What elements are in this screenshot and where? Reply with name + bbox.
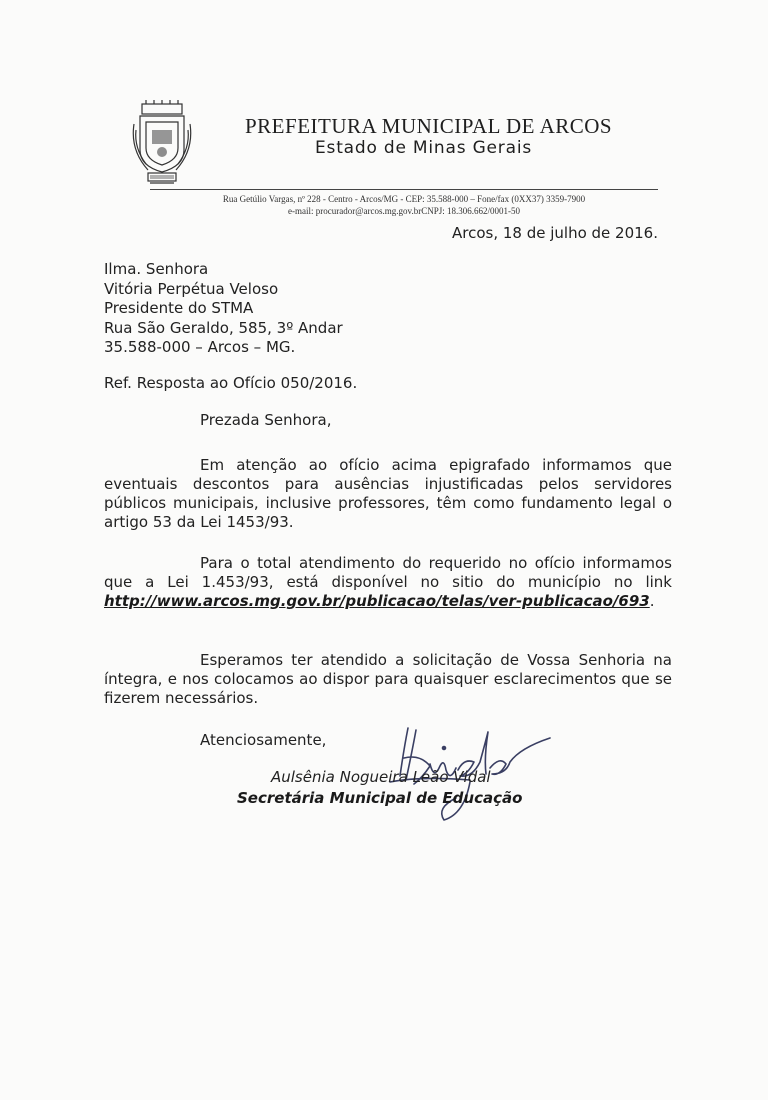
signer-name: Aulsênia Nogueira Leão Vidal	[271, 768, 491, 786]
body-paragraph-3: Esperamos ter atendido a solicitação de Vossa Senhoria na íntegra, e nos colocamos ao dispor para quaisquer esclarecimentos que se fizerem necessários.	[104, 651, 672, 707]
recipient-block	[104, 260, 343, 358]
header-address	[0, 193, 768, 217]
recipient-street: Rua São Geraldo, 585, 3º Andar	[104, 318, 343, 337]
header-address-line: Rua Getúlio Vargas, nº 228 - Centro - Arcos/MG - CEP: 35.588-000 – Fone/fax (0XX37) 3359-7900	[222, 194, 586, 204]
body-paragraph-1: Em atenção ao ofício acima epigrafado informamos que eventuais descontos para ausências injustificadas pelos servidores públicos municipais, inclusive professores, têm como fundamento legal o artigo 53 da Lei 1453/93.	[104, 456, 672, 531]
body-paragraph-2	[104, 554, 672, 611]
header-subtitle: Estado de Minas Gerais	[315, 138, 532, 158]
salutation: Prezada Senhora,	[200, 411, 332, 429]
recipient-salutation-title: Ilma. Senhora	[104, 260, 209, 278]
header-divider	[150, 189, 658, 190]
recipient-name: Vitória Perpétua Veloso	[104, 279, 279, 298]
header-title: PREFEITURA MUNICIPAL DE ARCOS	[245, 114, 613, 138]
body-paragraph-2-text: Para o total atendimento do requerido no ofício informamos que a Lei 1.453/93, está disponível no sitio do município no link	[104, 554, 672, 591]
coat-of-arms-icon	[128, 100, 196, 186]
signer-role: Secretária Municipal de Educação	[237, 789, 523, 807]
header-email-line: e-mail: procurador@arcos.mg.gov.brCNPJ: 18.306.662/0001-50	[288, 206, 520, 216]
recipient-position: Presidente do STMA	[104, 299, 254, 317]
letter-date: Arcos, 18 de julho de 2016.	[451, 224, 658, 242]
recipient-city: 35.588-000 – Arcos – MG.	[104, 338, 296, 356]
publication-link[interactable]: http://www.arcos.mg.gov.br/publicacao/telas/ver-publicacao/693	[104, 592, 650, 610]
body-paragraph-2-end: .	[649, 592, 655, 610]
closing-phrase: Atenciosamente,	[200, 731, 327, 749]
reference-line: Ref. Resposta ao Ofício 050/2016.	[104, 374, 358, 392]
